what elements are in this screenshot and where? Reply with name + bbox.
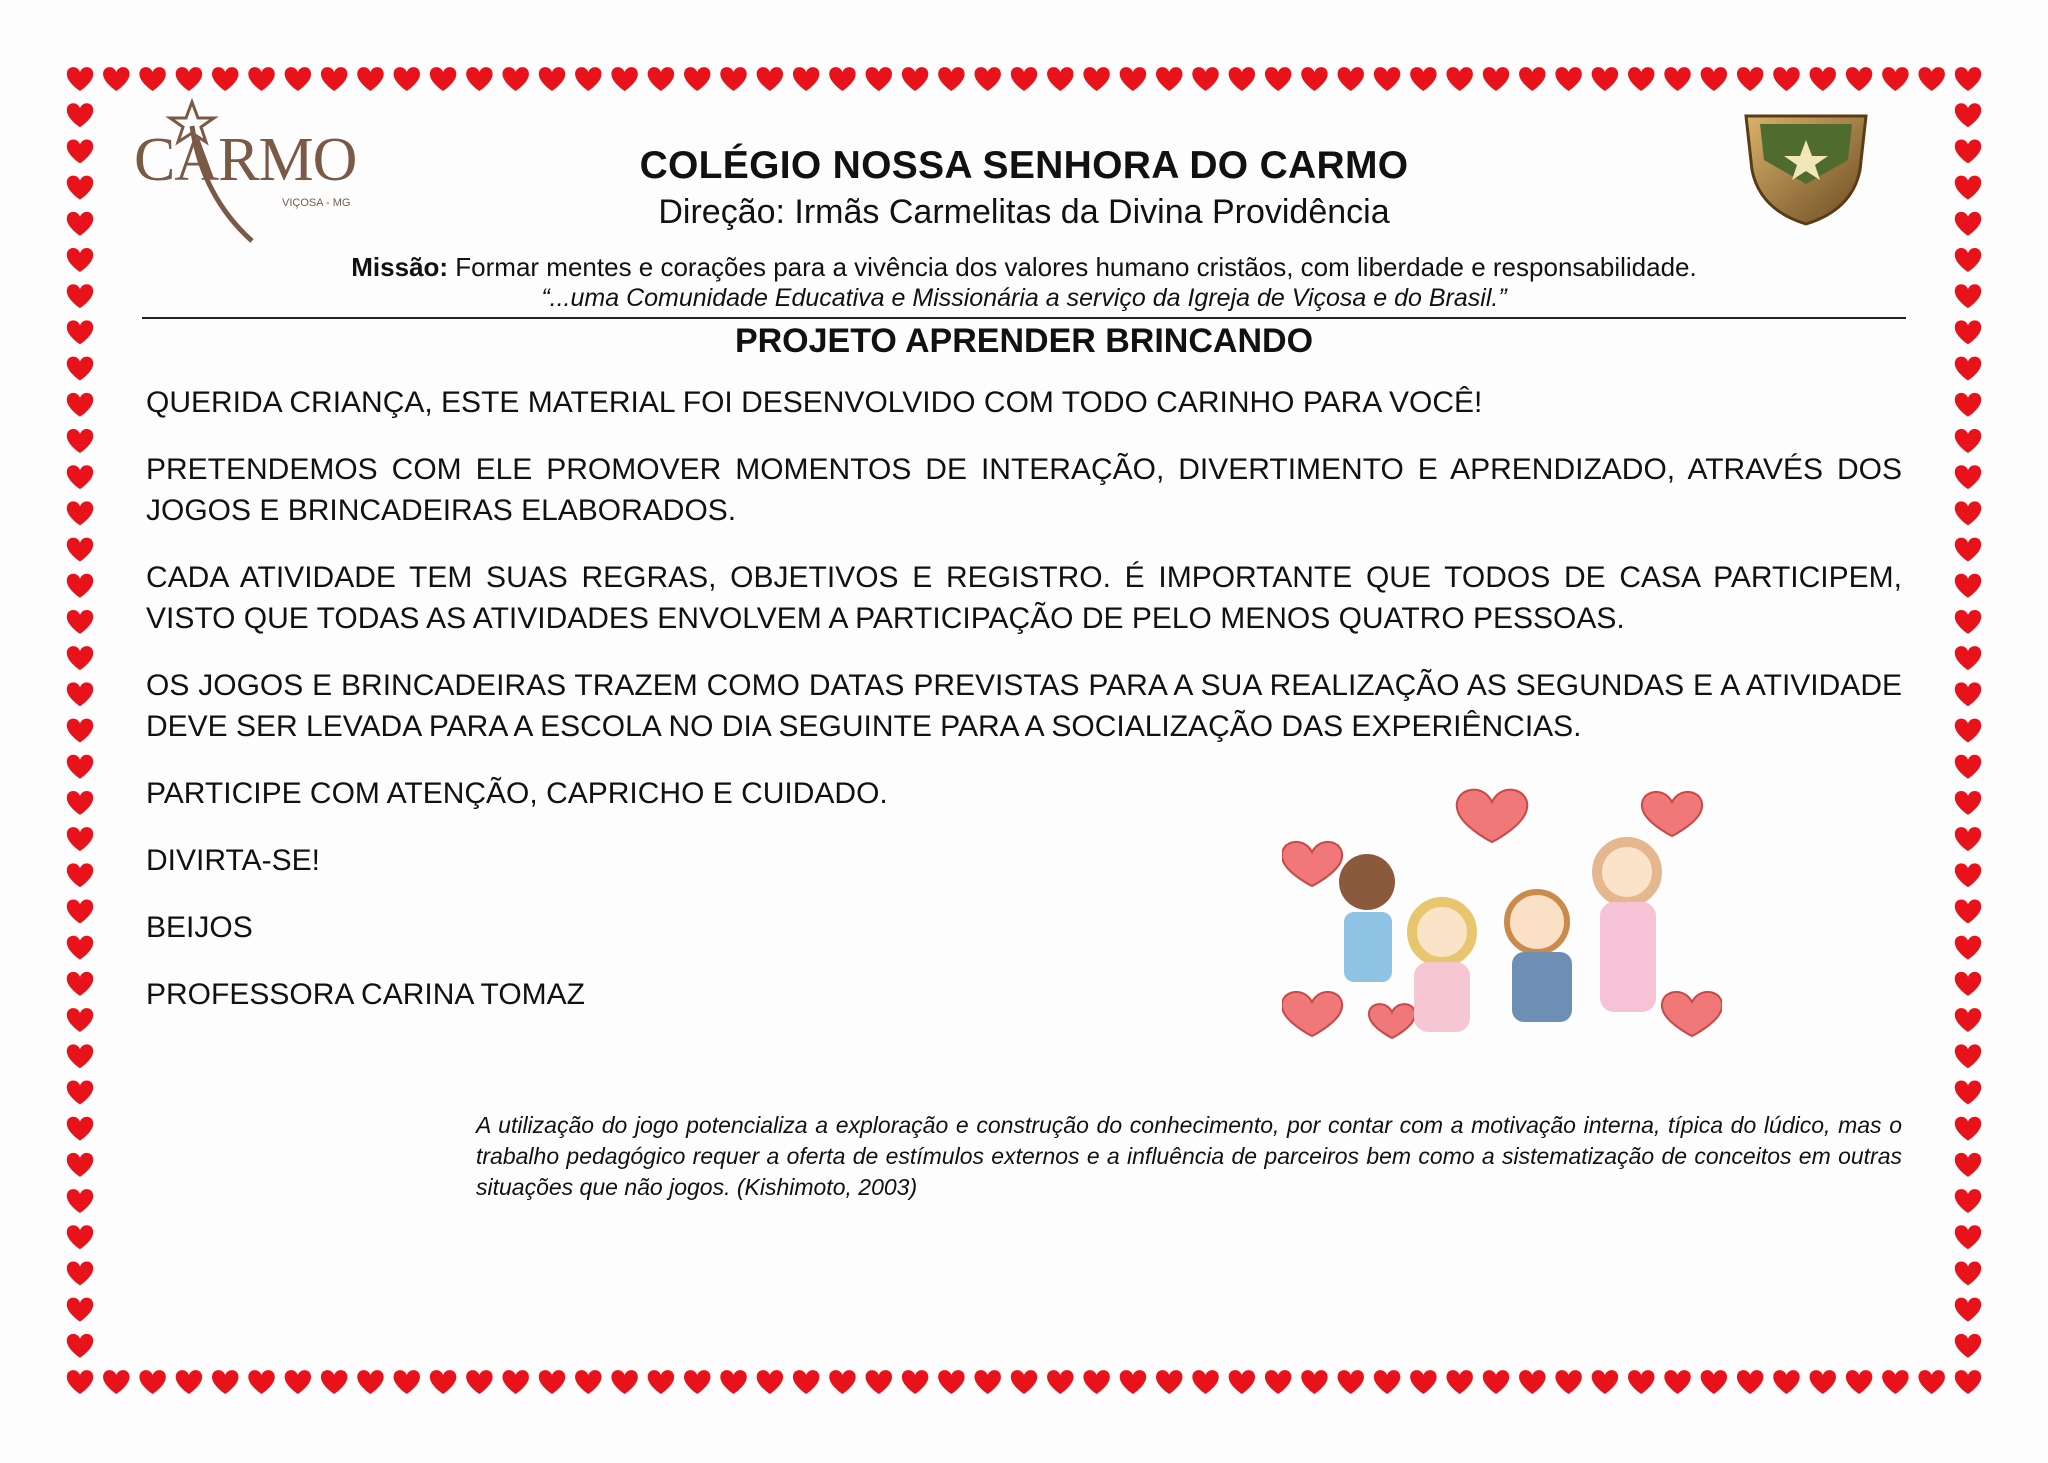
heart-icon [974,67,1000,91]
heart-icon [1083,1370,1109,1394]
heart-icon [1955,1298,1981,1322]
heart-icon [1955,393,1981,417]
heart-icon [1955,465,1981,489]
heart-icon [67,501,93,525]
heart-icon [139,1370,165,1394]
heart-icon [430,1370,456,1394]
heart-icon [67,900,93,924]
heart-icon [1955,1370,1981,1394]
paragraph: CADA ATIVIDADE TEM SUAS REGRAS, OBJETIVOS E REGISTRO. É IMPORTANTE QUE TODOS DE CASA PARTICIPEM, VISTO QUE TODAS AS ATIVIDADES ENVOLVEM A PARTICIPAÇÃO DE PELO MENOS QUATRO PESSOAS. [146,561,1902,635]
heart-icon [829,1370,855,1394]
heart-icon [67,1008,93,1032]
heart-icon [67,682,93,706]
heart-icon [1773,1370,1799,1394]
heart-icon [757,1370,783,1394]
heart-icon [1011,67,1037,91]
heart-icon [1664,1370,1690,1394]
heart-icon [67,646,93,670]
heart-icon [648,1370,674,1394]
paragraph: BEIJOS [146,911,253,944]
heart-icon [1955,719,1981,743]
heart-icon [1955,574,1981,598]
heart-icon [1483,67,1509,91]
heart-icon [757,67,783,91]
heart-icon [1955,1189,1981,1213]
heart-icon [1955,1334,1981,1358]
heart-icon [1955,538,1981,562]
heart-icon [103,67,129,91]
mission-label: Missão: [351,252,449,282]
heart-icon [648,67,674,91]
heart-icon [1955,900,1981,924]
heart-icon [1229,67,1255,91]
mission-text: Formar mentes e corações para a vivência dos valores humano cristãos, com liberdade e responsabilidade. [448,252,1697,282]
heart-icon [1773,67,1799,91]
heart-icon [1810,67,1836,91]
heart-icon [1555,1370,1581,1394]
heart-icon [793,67,819,91]
heart-icon [67,1370,93,1394]
heart-icon [866,67,892,91]
heart-icon [1338,67,1364,91]
heart-icon [67,791,93,815]
heart-icon [1410,1370,1436,1394]
heart-icon [1918,1370,1944,1394]
heart-icon [539,67,565,91]
heart-icon [285,67,311,91]
heart-icon [902,1370,928,1394]
heart-icon [1664,67,1690,91]
heart-icon [466,1370,492,1394]
paragraph: QUERIDA CRIANÇA, ESTE MATERIAL FOI DESENVOLVIDO COM TODO CARINHO PARA VOCÊ! [146,386,1483,419]
heart-icon [430,67,456,91]
heart-icon [1955,755,1981,779]
heart-icon [1955,1081,1981,1105]
heart-icon [1701,1370,1727,1394]
heart-icon [1882,67,1908,91]
heart-icon [1955,1261,1981,1285]
heart-icon [1955,936,1981,960]
heart-icon [321,67,347,91]
heart-icon [1955,791,1981,815]
heart-icon [67,1044,93,1068]
heart-icon [357,67,383,91]
heart-icon [902,67,928,91]
heart-icon [67,827,93,851]
heart-icon [684,1370,710,1394]
heart-icon [67,67,93,91]
heart-icon [1955,646,1981,670]
school-motto: “...uma Comunidade Educativa e Missionária a serviço da Igreja de Viçosa e do Brasil.” [541,284,1507,312]
children-hearts-illustration [1282,772,1722,1072]
heart-icon [67,393,93,417]
heart-icon [502,1370,528,1394]
heart-icon [684,67,710,91]
heart-icon [1955,103,1981,127]
heart-icon [67,429,93,453]
heart-icon [67,538,93,562]
kishimoto-quote: A utilização do jogo potencializa a exploração e construção do conhecimento, por contar com a motivação interna, típica do lúdico, mas o trabalho pedagógico requer a oferta de estímulos externos e a influência de parceiros bem como a sistematização de conceitos em outras situações que não jogos. (Kishimoto, 2003) [476,1112,1902,1200]
heart-icon [1955,501,1981,525]
heart-icon [67,719,93,743]
heart-icon [829,67,855,91]
heart-icon [575,1370,601,1394]
heart-icon [575,67,601,91]
heart-icon [1955,1153,1981,1177]
heart-icon [357,1370,383,1394]
heart-icon [1628,67,1654,91]
heart-icon [1955,610,1981,634]
heart-icon [611,67,637,91]
heart-icon [248,67,274,91]
heart-icon [1047,1370,1073,1394]
heart-icon [1192,67,1218,91]
heart-icon [1156,1370,1182,1394]
heart-icon [1882,1370,1908,1394]
heart-icon [67,1081,93,1105]
heart-icon [1955,1225,1981,1249]
heart-icon [67,103,93,127]
heart-icon [720,1370,746,1394]
heart-icon [1737,67,1763,91]
heart-icon [1156,67,1182,91]
project-title: PROJETO APRENDER BRINCANDO [734,322,1314,360]
heart-icon [1955,1044,1981,1068]
heart-icon [1120,67,1146,91]
heart-icon [1628,1370,1654,1394]
heart-icon [1846,1370,1872,1394]
heart-icon [1229,1370,1255,1394]
heart-icon [67,1298,93,1322]
heart-icon [1011,1370,1037,1394]
heart-icon [502,67,528,91]
heart-icon [1301,67,1327,91]
heart-icon [611,1370,637,1394]
heart-icon [67,936,93,960]
heart-icon [285,1370,311,1394]
heart-icon [1955,827,1981,851]
heart-icon [103,1370,129,1394]
heart-icon [866,1370,892,1394]
heart-icon [67,465,93,489]
heart-icon [938,1370,964,1394]
heart-icon [1374,1370,1400,1394]
heart-icon [67,1189,93,1213]
heart-icon [1955,972,1981,996]
heart-icon [1918,67,1944,91]
heart-icon [176,1370,202,1394]
heart-icon [176,67,202,91]
heart-icon [1446,1370,1472,1394]
heart-icon [1265,67,1291,91]
heart-icon [67,1261,93,1285]
heart-icon [1810,1370,1836,1394]
heart-icon [1083,67,1109,91]
heart-icon [466,67,492,91]
heart-icon [1846,67,1872,91]
heart-icon [248,1370,274,1394]
heart-icon [67,1225,93,1249]
school-direction: Direção: Irmãs Carmelitas da Divina Providência [658,193,1390,231]
heart-icon [67,1334,93,1358]
school-title: COLÉGIO NOSSA SENHORA DO CARMO [639,144,1409,187]
mission-line [0,252,2048,283]
heart-icon [1192,1370,1218,1394]
heart-icon [1592,67,1618,91]
heart-icon [1701,67,1727,91]
heart-icon [321,1370,347,1394]
paragraph: DIVIRTA-SE! [146,844,320,877]
paragraph: PRETENDEMOS COM ELE PROMOVER MOMENTOS DE INTERAÇÃO, DIVERTIMENTO E APRENDIZADO, ATRAVÉS DOS JOGOS E BRINCADEIRAS ELABORADOS. [146,453,1902,527]
paragraph: OS JOGOS E BRINCADEIRAS TRAZEM COMO DATAS PREVISTAS PARA A SUA REALIZAÇÃO AS SEGUNDAS E A ATIVIDADE DEVE SER LEVADA PARA A ESCOLA NO DIA SEGUINTE PARA A SOCIALIZAÇÃO DAS EXPERIÊNCIAS. [146,669,1902,743]
heart-icon [67,972,93,996]
heart-icon [1047,67,1073,91]
paragraph: PARTICIPE COM ATENÇÃO, CAPRICHO E CUIDADO. [146,777,888,810]
heart-icon [212,67,238,91]
heart-icon [67,755,93,779]
heart-icon [1955,429,1981,453]
heart-icon [394,67,420,91]
heart-icon [1301,1370,1327,1394]
heart-icon [67,863,93,887]
heart-icon [67,610,93,634]
heart-icon [1955,1117,1981,1141]
heart-icon [1555,67,1581,91]
heart-icon [212,1370,238,1394]
heart-icon [1955,67,1981,91]
heart-icon [1265,1370,1291,1394]
header-divider [142,317,1906,319]
heart-icon [1410,67,1436,91]
heart-icon [67,1117,93,1141]
heart-icon [67,1153,93,1177]
heart-icon [67,574,93,598]
heart-icon [1955,863,1981,887]
heart-icon [1592,1370,1618,1394]
heart-icon [1338,1370,1364,1394]
heart-icon [1737,1370,1763,1394]
heart-icon [1374,67,1400,91]
logo-subtext: VIÇOSA - MG [282,197,351,209]
heart-icon [1955,682,1981,706]
heart-icon [974,1370,1000,1394]
heart-icon [1483,1370,1509,1394]
heart-icon [1519,67,1545,91]
heart-icon [539,1370,565,1394]
heart-icon [1446,67,1472,91]
logo-text: CARMO [134,126,357,194]
heart-icon [1519,1370,1545,1394]
heart-icon [938,67,964,91]
heart-icon [720,67,746,91]
heart-icon [793,1370,819,1394]
signature: PROFESSORA CARINA TOMAZ [146,978,585,1011]
heart-icon [1120,1370,1146,1394]
heart-icon [394,1370,420,1394]
heart-icon [1955,1008,1981,1032]
heart-icon [139,67,165,91]
